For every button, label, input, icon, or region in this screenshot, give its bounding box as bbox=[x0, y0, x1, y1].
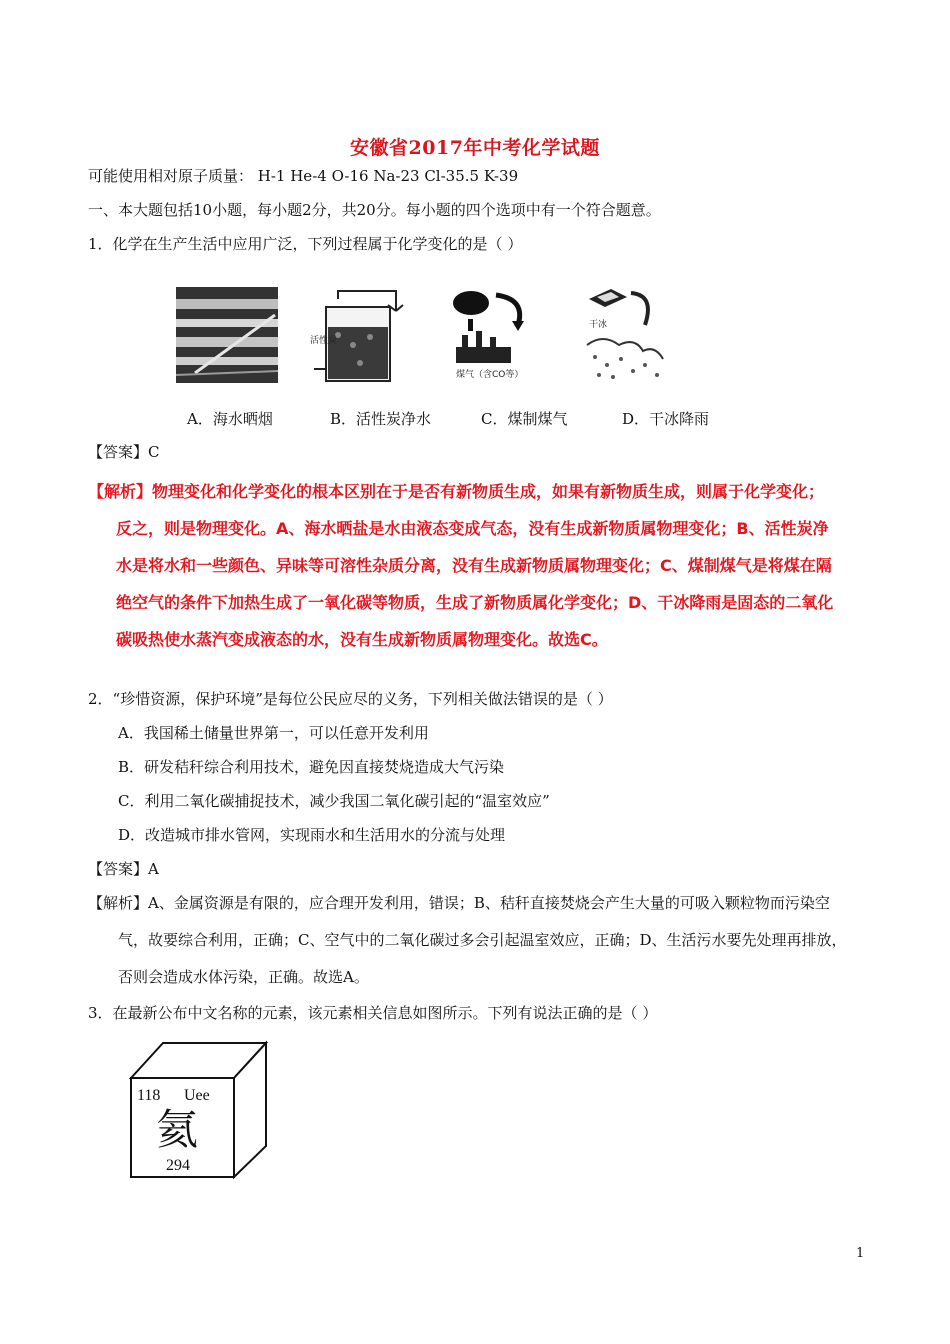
activated-carbon-label: 活性炭 bbox=[310, 336, 338, 346]
question-1-option-c: C．煤制煤气 bbox=[481, 410, 568, 428]
page-number: 1 bbox=[856, 1246, 865, 1261]
sea-salt-pond-image bbox=[175, 285, 280, 385]
question-1-option-d: D．干冰降雨 bbox=[622, 410, 710, 428]
question-3-stem: 3．在最新公布中文名称的元素，该元素相关信息如图所示。下列有说法正确的是（ ） bbox=[88, 1004, 658, 1022]
question-1-analysis-line-4: 绝空气的条件下加热生成了一氧化碳等物质，生成了新物质属化学变化；D、干冰降雨是固态的二氧化 bbox=[116, 593, 834, 612]
question-1-analysis-line-3: 水是将水和一些颜色、异味等可溶性杂质分离，没有生成新物质属物理变化；C、煤制煤气是将煤在隔 bbox=[116, 556, 832, 575]
element-symbol: Uee bbox=[184, 1087, 210, 1104]
question-2-stem: 2．“珍惜资源，保护环境”是每位公民应尽的义务，下列相关做法错误的是（ ） bbox=[88, 690, 613, 708]
question-2-analysis-line-2: 气，故要综合利用，正确；C、空气中的二氧化碳过多会引起温室效应，正确；D、生活污水要先处理再排放， bbox=[118, 931, 847, 949]
analysis-tag: 【解析】 bbox=[88, 482, 153, 501]
question-1-answer: 【答案】C bbox=[88, 443, 160, 461]
atomic-mass-line: 可能使用相对原子质量： H-1 He-4 O-16 Na-23 Cl-35.5 K-39 bbox=[88, 167, 519, 185]
element-atomic-number: 118 bbox=[137, 1087, 161, 1104]
coal-gasification-image bbox=[446, 285, 546, 385]
element-cube-image bbox=[128, 1040, 270, 1180]
question-1-analysis-line-1: 【解析】物理变化和化学变化的根本区别在于是否有新物质生成，如果有新物质生成，则属于化学变化； bbox=[88, 482, 825, 501]
question-2-option-d: D．改造城市排水管网，实现雨水和生活用水的分流与处理 bbox=[118, 826, 506, 844]
section-intro: 一、本大题包括10小题，每小题2分，共20分。每小题的四个选项中有一个符合题意。 bbox=[88, 201, 661, 219]
dry-ice-label: 干冰 bbox=[589, 320, 608, 330]
question-2-answer: 【答案】A bbox=[88, 860, 159, 878]
question-2-option-b: B．研发秸秆综合利用技术，避免因直接焚烧造成大气污染 bbox=[118, 758, 505, 776]
question-1-option-b: B．活性炭净水 bbox=[330, 410, 432, 428]
element-chinese-name: 氦 bbox=[156, 1105, 199, 1154]
dry-ice-rain-image bbox=[583, 285, 683, 385]
question-1-option-a: A．海水晒烟 bbox=[187, 410, 273, 428]
question-2-option-a: A．我国稀土储量世界第一，可以任意开发利用 bbox=[118, 724, 429, 742]
question-2-analysis-line-1: 【解析】A、金属资源是有限的，应合理开发利用，错误；B、秸秆直接焚烧会产生大量的可吸入颗粒物而污染空 bbox=[88, 894, 830, 912]
page-title: 安徽省2017年中考化学试题 bbox=[350, 137, 600, 159]
question-1-analysis-line-5: 碳吸热使水蒸汽变成液态的水，没有生成新物质属物理变化。故选C。 bbox=[116, 630, 608, 649]
question-1-analysis-line-2: 反之，则是物理变化。A、海水晒盐是水由液态变成气态，没有生成新物质属物理变化；B、活性炭净 bbox=[116, 519, 829, 538]
question-2-option-c: C．利用二氧化碳捕捉技术，减少我国二氧化碳引起的“温室效应” bbox=[118, 792, 550, 810]
question-2-analysis-line-3: 否则会造成水体污染，正确。故选A。 bbox=[118, 968, 369, 986]
element-atomic-mass: 294 bbox=[166, 1157, 190, 1174]
question-1-stem: 1．化学在生产生活中应用广泛，下列过程属于化学变化的是（ ） bbox=[88, 235, 523, 253]
coal-gas-label: 煤气（含CO等） bbox=[456, 370, 524, 380]
activated-carbon-filter-image bbox=[308, 285, 408, 385]
